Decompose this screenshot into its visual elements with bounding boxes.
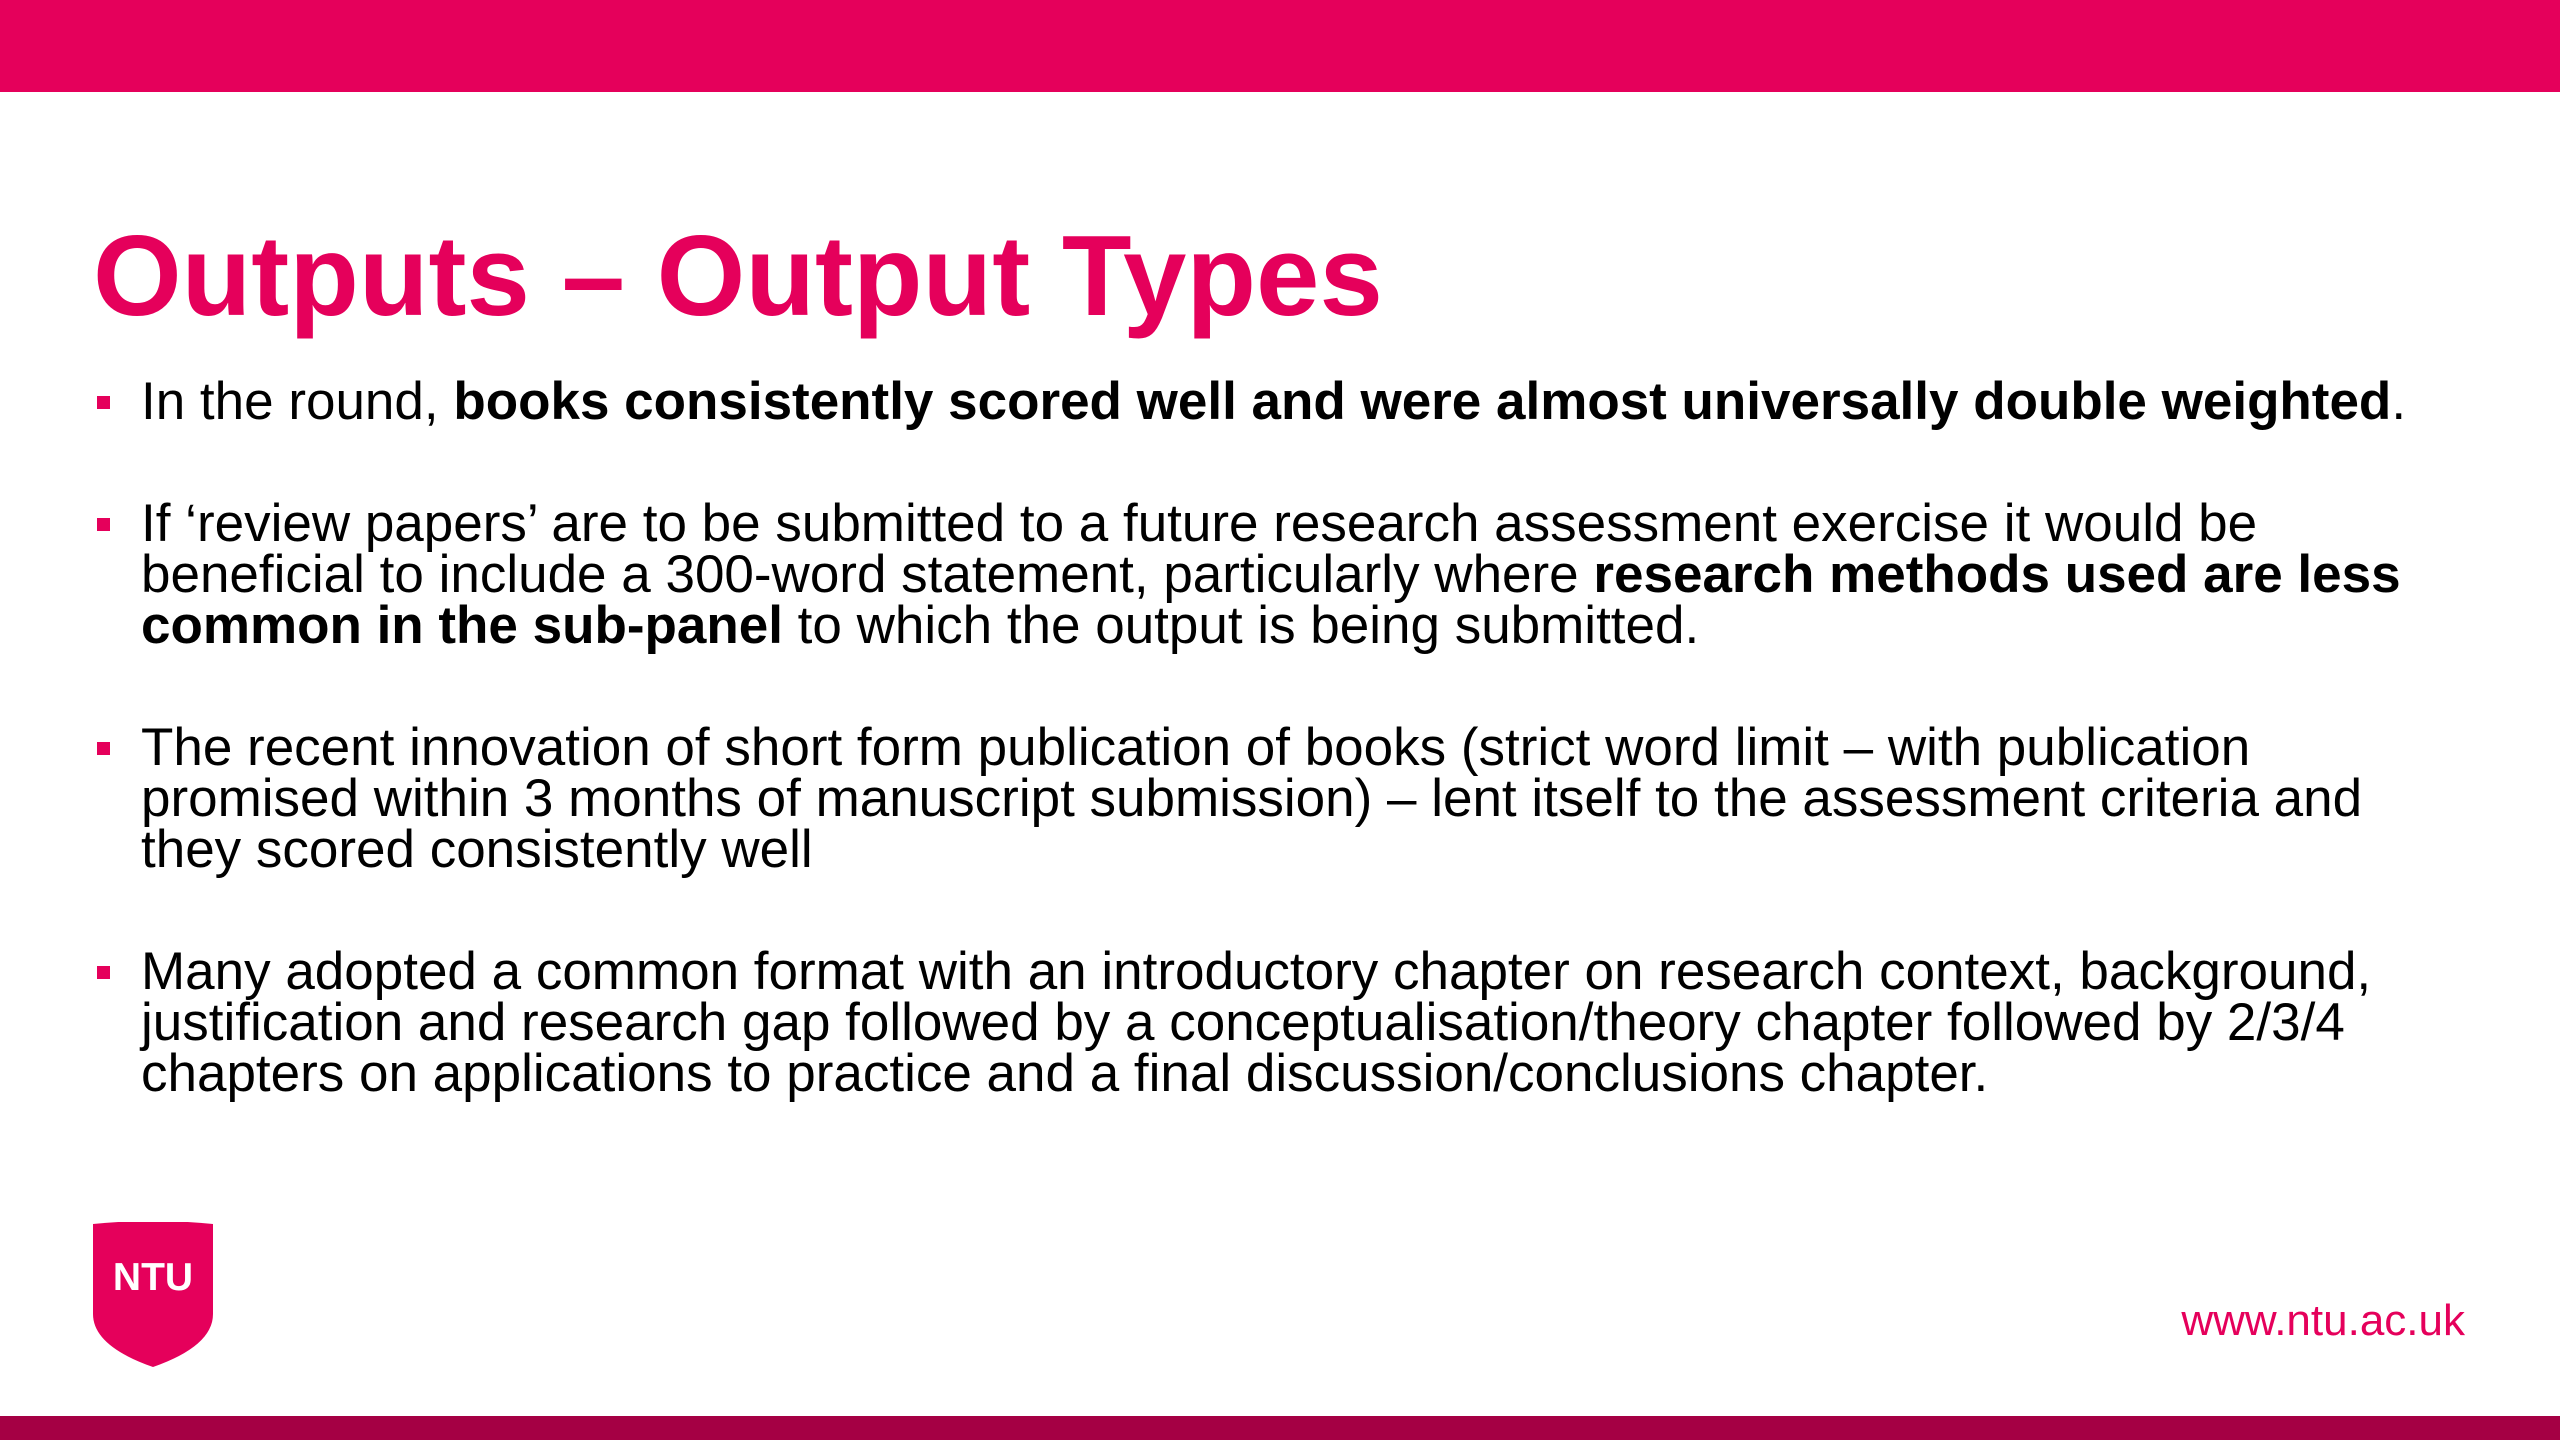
bullet-text: The recent innovation of short form publication of books (strict word limit – with publication promised within 3 months of manuscript submission) – lent itself to the assessment criteria and they scored consistently well <box>141 718 2363 879</box>
bullet-item-books <box>93 372 2473 431</box>
bottom-banner <box>0 1416 2560 1440</box>
website-url: www.ntu.ac.uk <box>2181 1296 2465 1345</box>
slide-title: Outputs – Output Types <box>93 213 1383 340</box>
bullet-list <box>93 372 2473 1103</box>
bullet-text: . <box>2391 372 2407 431</box>
bullet-text: In the round, <box>141 372 454 431</box>
top-banner <box>0 0 2560 92</box>
bullet-emphasis: books consistently scored well and were almost universally double weighted <box>453 372 2392 431</box>
bullet-item-short-form <box>93 718 2473 879</box>
bullet-emphasis: research methods used are less common in the sub-panel <box>141 545 2401 655</box>
bullet-item-review-papers <box>93 494 2473 655</box>
logo-text: NTU <box>112 1256 194 1299</box>
bullet-item-common-format <box>93 942 2473 1103</box>
bullet-text: Many adopted a common format with an introductory chapter on research context, background, justification and research gap followed by a conceptualisation/theory chapter followed by 2/3/4 chapters on applications to practice and a final discussion/conclusions chapter. <box>141 942 2372 1103</box>
bullet-text: If ‘review papers’ are to be submitted to a future research assessment exercise it would be beneficial to include a 300-word statement, particularly where <box>141 494 2258 604</box>
bullet-square-icon <box>97 742 110 755</box>
ntu-logo <box>93 1222 213 1367</box>
bullet-square-icon <box>97 396 110 409</box>
bullet-square-icon <box>97 518 110 531</box>
bullet-square-icon <box>97 966 110 979</box>
bullet-text: to which the output is being submitted. <box>782 596 1700 655</box>
